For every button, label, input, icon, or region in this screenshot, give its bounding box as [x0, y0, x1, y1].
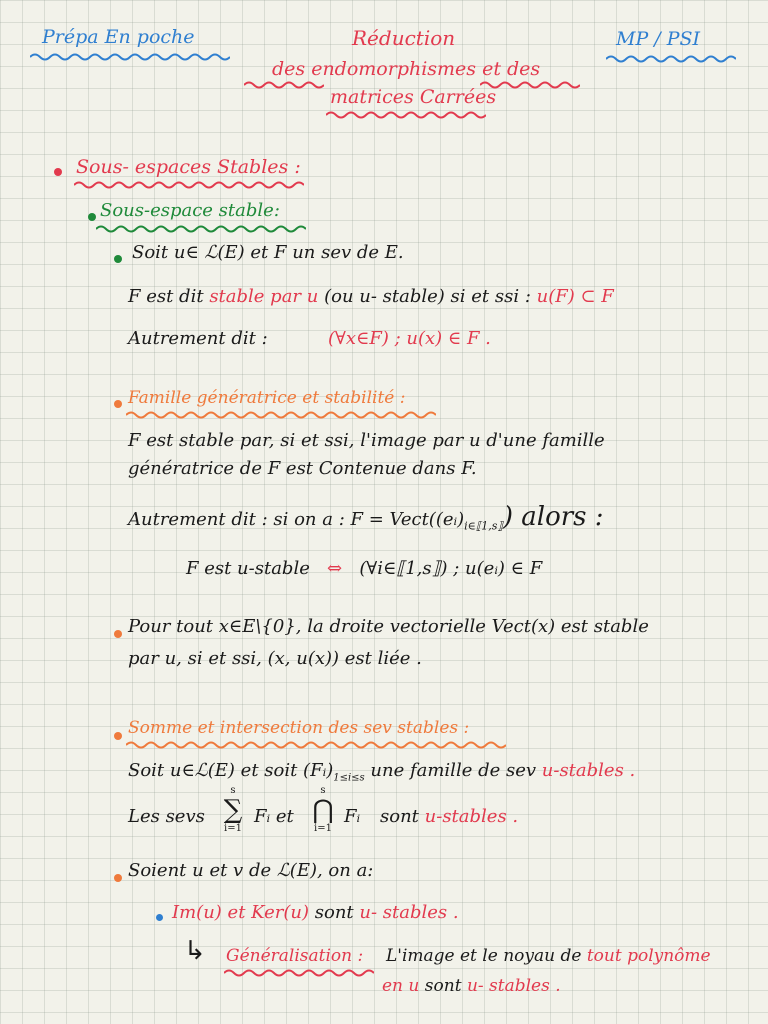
sub2-autrement	[128, 502, 604, 533]
sub3-line2: par u, si et ssi, (x, u(x)) est liée .	[128, 648, 422, 669]
def-stable-par-u: stable par u	[209, 286, 319, 307]
sub1-autrement-formula: (∀x∈F) ; u(x) ∈ F .	[328, 328, 491, 349]
def-inclusion: u(F) ⊂ F	[536, 286, 614, 307]
sub1-underline	[96, 224, 306, 234]
title-line2-wave-left	[244, 80, 324, 90]
sub2-underline	[126, 410, 436, 420]
gen-line2-b: sont	[424, 976, 462, 996]
title-line2: des endomorphismes et des	[272, 58, 541, 80]
cap-block	[310, 786, 336, 834]
equiv-left: F est u-stable	[186, 558, 310, 579]
sub4-line1-index: 1≤i≤s	[333, 772, 365, 784]
sub1-bullet	[88, 213, 96, 221]
sub2-autrement-index: i∈⟦1,s⟧	[464, 519, 503, 533]
cap-term: Fᵢ	[344, 806, 361, 827]
sub4-line2-a: Les sevs	[128, 806, 205, 827]
header-right-underline	[606, 54, 736, 64]
im-ker-sont: sont	[314, 902, 354, 923]
sub4-bullet	[114, 732, 122, 740]
sub2-autrement-label: Autrement dit : si on a : F = Vect((eᵢ)	[128, 509, 465, 530]
sub4-line1	[128, 760, 635, 784]
sub4-line1-red: u-stables .	[541, 760, 636, 781]
sub5-inner-bullet	[156, 914, 163, 921]
sub2-equivalence	[186, 558, 542, 579]
sub4-underline	[126, 740, 506, 750]
sub4-line2-b	[380, 806, 518, 827]
gen-line2-red: en u	[382, 976, 420, 996]
generalisation-line2	[382, 976, 561, 996]
sub5-bullet-line	[172, 902, 459, 923]
def-paren: (ou u- stable)	[324, 286, 445, 307]
im-ker: Im(u) et Ker(u)	[172, 902, 310, 923]
sub5-line1: Soient u et v de ℒ(E), on a:	[128, 860, 374, 881]
gen-line2-red2: u- stables .	[466, 976, 561, 996]
sub1-title: Sous-espace stable:	[100, 200, 280, 221]
sub1-line-bullet	[114, 255, 122, 263]
sub5-bullet	[114, 874, 122, 882]
im-ker-stables: u- stables .	[359, 902, 459, 923]
header-left: Prépa En poche	[42, 26, 195, 48]
sub1-definition	[128, 286, 614, 307]
section1-underline	[74, 180, 304, 190]
cap-top: s	[320, 785, 326, 796]
generalisation-line1	[386, 946, 711, 966]
sub2-line1: F est stable par, si et ssi, l'image par u d'une famille	[128, 430, 605, 451]
sub4-title: Somme et intersection des sev stables :	[128, 718, 470, 738]
sub4-sont: sont	[380, 806, 419, 827]
sub2-line2: génératrice de F est Contenue dans F.	[128, 458, 477, 479]
header-left-underline	[30, 52, 230, 62]
sub3-bullet	[114, 630, 122, 638]
generalisation-underline	[224, 968, 374, 978]
cap-symbol: ⋂	[312, 795, 334, 825]
title-line1: Réduction	[352, 26, 456, 50]
generalisation-label: Généralisation :	[226, 946, 364, 966]
header-right: MP / PSI	[616, 28, 701, 50]
gen-line1-a: L'image et le noyau de	[386, 946, 582, 966]
sub2-bullet	[114, 400, 122, 408]
equiv-sign: ⇔	[327, 558, 343, 579]
sub2-title: Famille génératrice et stabilité :	[128, 388, 406, 408]
sub4-line1-a: Soit u∈ℒ(E) et soit (Fᵢ)	[128, 760, 334, 781]
def-si-et-ssi: si et ssi :	[450, 286, 531, 307]
sum-top: s	[230, 785, 236, 796]
equiv-right: (∀i∈⟦1,s⟧) ; u(eᵢ) ∈ F	[359, 558, 543, 579]
sum-term: Fᵢ et	[254, 806, 294, 827]
cap-bottom: i=1	[314, 823, 332, 834]
def-prefix: F est dit	[128, 286, 204, 307]
title-line3: matrices Carrées	[330, 86, 497, 108]
sub3-line1: Pour tout x∈E\{0}, la droite vectorielle Vect(x) est stable	[128, 616, 649, 637]
title-underline	[326, 110, 486, 120]
sum-block	[218, 786, 248, 834]
sub2-autrement-end: ) alors :	[502, 502, 604, 532]
section1-bullet	[54, 168, 62, 176]
gen-line1-red: tout polynôme	[586, 946, 711, 966]
sub1-autrement-label: Autrement dit :	[128, 328, 268, 349]
arrow-icon: ↳	[184, 936, 206, 966]
sub1-line1: Soit u∈ ℒ(E) et F un sev de E.	[132, 242, 404, 263]
sum-bottom: i=1	[224, 823, 242, 834]
section1-title: Sous- espaces Stables :	[76, 156, 301, 178]
sub4-line1-b: une famille de sev	[370, 760, 537, 781]
sum-symbol: ∑	[223, 795, 243, 825]
sub4-line2-red: u-stables .	[424, 806, 519, 827]
